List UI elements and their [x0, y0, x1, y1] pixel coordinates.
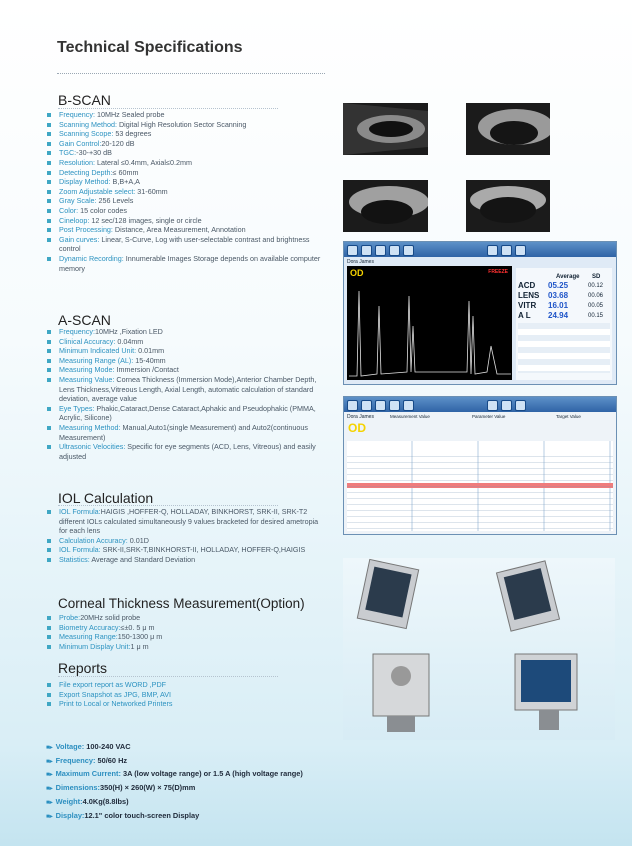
- iol-spec-value: SRK-II,SRK-T,BINKHORST-II, HOLLADAY, HOFFER-Q,HAIGIS: [100, 545, 306, 555]
- power-spec-item: [46, 768, 303, 782]
- reports-spec-label: File export report as WORD ,PDF: [59, 680, 167, 689]
- iol-spec-list: [47, 507, 325, 565]
- iol-col-parameter: Parameter Value: [472, 414, 506, 419]
- bullet-arrow-icon: ■▸: [46, 745, 53, 751]
- bullet-arrow-icon: ■▸: [46, 758, 53, 765]
- bscan-image-3: [343, 180, 428, 232]
- power-spec-item: [46, 741, 303, 755]
- iol-spec-value: 0.01D: [127, 535, 149, 545]
- power-spec-value: 12.1" color touch-screen Display: [84, 810, 200, 820]
- ascan-spec-value: Specific for eye segments (ACD, Lens, Vitreous) and easily adjusted: [59, 442, 316, 461]
- ascan-result-avg: 03.68: [548, 291, 569, 300]
- ascan-spec-value: Immersion /Contact: [114, 365, 179, 375]
- ascan-spec-label: Measuring Value:: [59, 374, 115, 384]
- bscan-spec-value: 31-60mm: [135, 186, 168, 196]
- ascan-result-rows: [518, 281, 610, 321]
- power-spec-item: [46, 810, 303, 824]
- bscan-spec-label: Gray Scale:: [59, 196, 97, 206]
- bscan-spec-label: Cineloop:: [59, 215, 90, 225]
- iol-spec-label: IOL Formula:: [59, 507, 101, 516]
- cornea-spec-item: [47, 632, 325, 642]
- ascan-spec-item: [47, 327, 325, 337]
- iol-spec-item: [47, 555, 325, 565]
- bscan-spec-item: [47, 206, 325, 216]
- power-spec-value: 4.0Kg(8.8lbs): [82, 796, 129, 806]
- bscan-spec-item: [47, 254, 325, 273]
- ascan-spec-label: Measuring Range (AL):: [59, 355, 134, 365]
- bscan-spec-label: Detecting Depth:: [59, 167, 113, 177]
- cornea-spec-value: 1 μ m: [130, 641, 149, 651]
- bscan-spec-label: Frequency:: [59, 110, 95, 119]
- ascan-result-row: [518, 281, 610, 291]
- ascan-result-sd: 00.12: [588, 283, 604, 289]
- power-spec-label: Voltage:: [55, 742, 85, 751]
- iol-spec-item: [47, 507, 325, 536]
- power-spec-label: Weight:: [55, 796, 83, 806]
- ascan-spec-item: [47, 404, 325, 423]
- ascan-spec-value: 0.01mm: [136, 346, 165, 356]
- ascan-measurement-table: [518, 323, 610, 373]
- bullet-arrow-icon: ■▸: [46, 772, 53, 779]
- bscan-image-1: [343, 103, 428, 155]
- bscan-heading: B-SCAN: [58, 92, 111, 108]
- ascan-result-row: [518, 311, 610, 321]
- device-photos: [343, 558, 615, 740]
- power-spec-value: 50/60 Hz: [95, 755, 128, 765]
- reports-list: [47, 680, 325, 709]
- ascan-spec-label: Measuring Mode:: [59, 365, 115, 375]
- iol-patient: Dora James: [347, 414, 374, 420]
- bscan-spec-item: [47, 187, 325, 197]
- bscan-spec-value: Linear, S-Curve, Log with user-selectable contrast and brightness control: [59, 234, 310, 254]
- ascan-result-name: ACD: [518, 281, 536, 290]
- ascan-result-name: A L: [518, 311, 531, 320]
- power-spec-label: Display:: [55, 810, 85, 820]
- bscan-spec-item: [47, 225, 325, 235]
- ascan-result-row: [518, 301, 610, 311]
- iol-od-label: OD: [348, 421, 366, 435]
- bscan-spec-item: [47, 196, 325, 206]
- iol-lens-table: [347, 441, 613, 531]
- bscan-fan-3: [343, 180, 428, 232]
- ascan-result-sd: 00.05: [588, 303, 604, 309]
- ascan-spec-item: [47, 365, 325, 375]
- power-spec-item: [46, 755, 303, 769]
- bscan-spec-item: [47, 120, 325, 130]
- ascan-spec-label: Clinical Accuracy:: [59, 336, 116, 346]
- ascan-freeze: FREEZE: [488, 269, 508, 275]
- power-spec-item: [46, 782, 303, 796]
- reports-heading: Reports: [58, 660, 108, 676]
- cornea-spec-label: Measuring Range:: [59, 632, 118, 642]
- bscan-spec-label: Resolution:: [59, 157, 95, 167]
- bscan-spec-value: 256 Levels: [96, 196, 134, 206]
- page-title: Technical Specifications: [57, 39, 243, 56]
- bscan-spec-value: ≤ 60mm: [112, 167, 139, 177]
- ascan-spec-item: [47, 442, 325, 461]
- reports-spec-item: [47, 680, 325, 690]
- bscan-spec-value: 53 degrees: [113, 129, 152, 139]
- bscan-spec-item: [47, 148, 325, 158]
- iol-col-measurement: Measurement Value: [390, 414, 430, 419]
- ascan-result-avg: 05.25: [548, 281, 569, 290]
- iol-spec-label: Calculation Accuracy:: [59, 535, 128, 545]
- ascan-spec-label: Minimum Indicated Unit:: [59, 346, 137, 356]
- bscan-spec-list: [47, 110, 325, 273]
- bscan-spec-item: [47, 139, 325, 149]
- ascan-average-label: Average: [556, 274, 580, 280]
- bscan-image-2: [466, 103, 550, 155]
- ascan-spec-label: Frequency:: [59, 327, 95, 336]
- bscan-spec-label: Dynamic Recording:: [59, 253, 124, 263]
- ascan-toolbar: [344, 242, 616, 257]
- device-photo-3: [373, 654, 429, 732]
- bscan-spec-label: TGC:: [59, 148, 77, 158]
- device-photo-4: [515, 654, 577, 730]
- iol-spec-item: [47, 536, 325, 546]
- ascan-spec-item: [47, 375, 325, 404]
- cornea-spec-value: 20MHz solid probe: [80, 613, 141, 622]
- bscan-spec-item: [47, 216, 325, 226]
- ascan-spec-value: Cornea Thickness (Immersion Mode),Anterior Chamber Depth, Lens Thickness,Vitreous Length, Axial Length, automatic calculation of standard deviation, average value: [59, 374, 317, 404]
- power-spec-value: 100-240 VAC: [84, 742, 131, 751]
- bscan-spec-item: [47, 110, 325, 120]
- bscan-spec-label: Zoom Adjustable select:: [59, 186, 136, 196]
- ascan-spec-item: [47, 337, 325, 347]
- iol-spec-value: Average and Standard Deviation: [89, 554, 196, 564]
- iol-screen: [343, 396, 617, 535]
- ascan-spec-value: 10MHz ,Fixation LED: [94, 327, 163, 336]
- device-photo-2: [496, 561, 559, 631]
- ascan-spec-label: Eye Types:: [59, 403, 95, 413]
- power-specs: [46, 741, 303, 823]
- cornea-spec-value: ≤±0. 5 μ m: [120, 622, 155, 632]
- cornea-spec-list: [47, 613, 325, 651]
- bscan-fan-1: [343, 103, 428, 155]
- ascan-spec-label: Ultrasonic Velocities:: [59, 442, 126, 452]
- bscan-spec-label: Scanning Method:: [59, 119, 117, 129]
- ascan-result-sd: 00.15: [588, 313, 604, 319]
- bscan-image-4: [466, 180, 550, 232]
- bscan-fan-4: [466, 180, 550, 232]
- bscan-spec-value: 12 sec/128 images, single or circle: [89, 215, 202, 225]
- bscan-divider: [58, 108, 278, 109]
- iol-spec-value: HAIGIS ,HOFFER-Q, HOLLADAY, BINKHORST, SRK-II, SRK-T2 different IOLs calculated simultaneously 9 values bracketed for desired ametropia for each lens: [59, 507, 319, 536]
- bullet-arrow-icon: ■▸: [46, 799, 53, 806]
- ascan-spec-item: [47, 356, 325, 366]
- cornea-spec-label: Probe:: [59, 613, 81, 622]
- ascan-result-sd: 00.06: [588, 293, 604, 299]
- ascan-sd-label: SD: [592, 274, 601, 280]
- bscan-spec-value: 10MHz Sealed probe: [94, 110, 165, 119]
- bscan-spec-label: Gain curves:: [59, 234, 100, 244]
- iol-spec-label: Statistics:: [59, 554, 90, 564]
- cornea-spec-label: Minimum Display Unit:: [59, 641, 131, 651]
- ascan-spec-value: Manual,Auto1(single Measurement) and Auto2(continuous Measurement): [59, 422, 308, 442]
- reports-divider: [58, 676, 278, 677]
- reports-spec-label: Export Snapshot as JPG, BMP, AVI: [59, 689, 171, 699]
- ascan-od-label: OD: [350, 268, 364, 278]
- iol-toolbar: [344, 397, 616, 412]
- device-photo-1: [357, 559, 418, 628]
- cornea-spec-item: [47, 613, 325, 623]
- ascan-result-avg: 24.94: [548, 311, 569, 320]
- bscan-spec-item: [47, 129, 325, 139]
- bscan-spec-item: [47, 177, 325, 187]
- cornea-spec-item: [47, 642, 325, 652]
- iol-heading: IOL Calculation: [58, 490, 154, 506]
- bscan-spec-label: Post Processing:: [59, 225, 113, 235]
- ascan-result-row: [518, 291, 610, 301]
- bscan-spec-value: 15 color codes: [78, 205, 127, 215]
- bscan-spec-item: [47, 168, 325, 178]
- iol-divider: [58, 505, 278, 506]
- ascan-spec-item: [47, 423, 325, 442]
- reports-spec-item: [47, 699, 325, 709]
- bullet-arrow-icon: ■▸: [46, 786, 53, 793]
- iol-table-rows: [347, 451, 613, 531]
- ascan-spec-value: 15-40mm: [133, 355, 166, 365]
- cornea-spec-item: [47, 623, 325, 633]
- reports-spec-item: [47, 690, 325, 700]
- bscan-spec-label: Display Method:: [59, 177, 111, 187]
- ascan-screen: [343, 241, 617, 385]
- iol-col-target: Target Value: [556, 414, 581, 419]
- bscan-spec-value: -30-+30 dB: [76, 148, 112, 158]
- bscan-spec-label: Scanning Scope:: [59, 129, 114, 139]
- bscan-fan-2: [466, 103, 550, 155]
- ascan-spec-label: Measuring Method:: [59, 422, 121, 432]
- ascan-echo-trace: [347, 286, 512, 380]
- cornea-spec-value: 150-1300 μ m: [117, 632, 163, 642]
- bscan-spec-item: [47, 158, 325, 168]
- power-spec-value: 350(H) × 260(W) × 75(D)mm: [100, 783, 196, 793]
- iol-spec-item: [47, 545, 325, 555]
- power-spec-label: Maximum Current:: [55, 769, 121, 779]
- ascan-waveform: [347, 266, 512, 380]
- title-divider: [57, 73, 325, 74]
- power-spec-label: Dimensions:: [55, 783, 100, 793]
- reports-spec-label: Print to Local or Networked Printers: [59, 699, 173, 709]
- ascan-spec-value: 0.04mm: [115, 336, 144, 346]
- ascan-heading: A-SCAN: [58, 312, 111, 328]
- bullet-arrow-icon: ■▸: [46, 813, 53, 820]
- iol-spec-label: IOL Formula:: [59, 545, 101, 555]
- device-illustration: [343, 558, 615, 740]
- bscan-spec-value: Distance, Area Measurement, Annotation: [112, 225, 246, 235]
- power-spec-item: [46, 796, 303, 810]
- bscan-spec-label: Gain Control:: [59, 138, 102, 148]
- bscan-spec-value: 20-120 dB: [101, 138, 135, 148]
- ascan-results: [516, 268, 612, 380]
- ascan-result-name: VITR: [518, 301, 537, 310]
- power-spec-value: 3A (low voltage range) or 1.5 A (high voltage range): [120, 769, 303, 779]
- ascan-spec-item: [47, 346, 325, 356]
- ascan-result-name: LENS: [518, 291, 540, 300]
- bscan-spec-value: B,B+A,A: [110, 177, 140, 187]
- ascan-spec-list: [47, 327, 325, 461]
- power-spec-label: Frequency:: [55, 755, 96, 765]
- ascan-patient: Dora James: [347, 259, 374, 265]
- cornea-heading: Corneal Thickness Measurement(Option): [58, 596, 305, 611]
- bscan-spec-item: [47, 235, 325, 254]
- bscan-spec-value: Lateral ≤0.4mm, Axial≤0.2mm: [94, 157, 192, 167]
- bscan-spec-value: Digital High Resolution Sector Scanning: [116, 119, 247, 129]
- bscan-spec-value: Innumerable Images Storage depends on available computer memory: [59, 253, 321, 273]
- ascan-spec-value: Phakic,Cataract,Dense Cataract,Aphakic and Pseudophakic (PMMA, Acrylic, Silicone): [59, 403, 316, 423]
- bscan-spec-label: Color:: [59, 205, 79, 215]
- cornea-spec-label: Biometry Accuracy:: [59, 622, 121, 632]
- ascan-result-avg: 16.01: [548, 301, 569, 310]
